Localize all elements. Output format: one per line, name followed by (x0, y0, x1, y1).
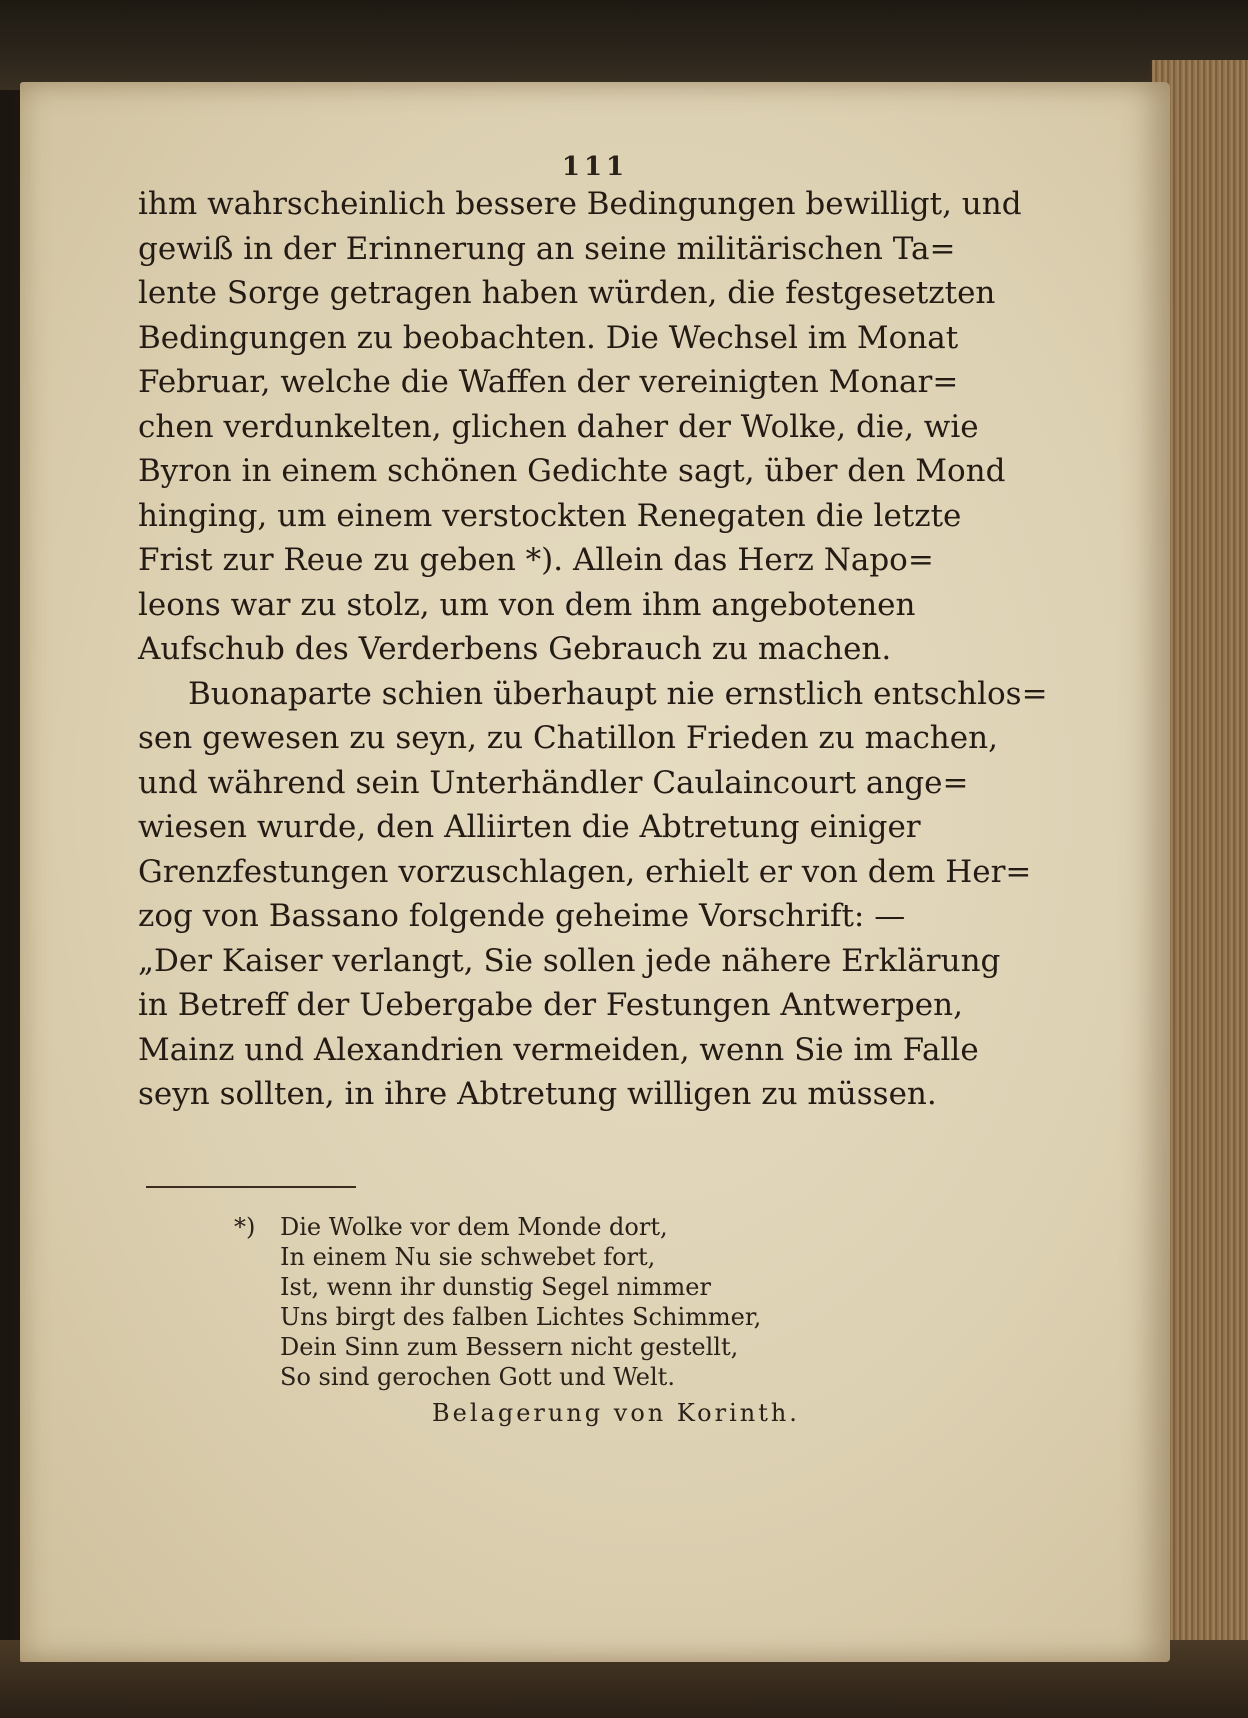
book-page (20, 82, 1170, 1662)
page-number: 111 (561, 152, 629, 182)
text-line: Mainz und Alexandrien vermeiden, wenn Sie im Falle (138, 1031, 979, 1068)
text-line: chen verdunkelten, glichen daher der Wolke, die, wie (138, 408, 979, 445)
footnote-line: Dein Sinn zum Bessern nicht gestellt, (280, 1333, 739, 1361)
text-line: ihm wahrscheinlich bessere Bedingungen bewilligt, und (138, 186, 1022, 222)
text-line: Februar, welche die Waffen der vereinigten Monar= (138, 364, 959, 400)
text-line: Grenzfestungen vorzuschlagen, erhielt er von dem Her= (138, 853, 1032, 890)
text-line: Bedingungen zu beobachten. Die Wechsel im Monat (138, 319, 959, 356)
footnote-divider (146, 1186, 356, 1188)
footnote-line: Uns birgt des falben Lichtes Schimmer, (280, 1303, 762, 1331)
text-line: leons war zu stolz, um von dem ihm angebotenen (138, 586, 916, 623)
text-line: „Der Kaiser verlangt, Sie sollen jede nähere Erklärung (138, 942, 1001, 979)
text-line: hinging, um einem verstockten Renegaten die letzte (138, 497, 962, 534)
footnote-marker: *) (234, 1213, 256, 1241)
text-line: Aufschub des Verderbens Gebrauch zu machen. (138, 631, 892, 667)
text-line: wiesen wurde, den Alliirten die Abtretung einiger (138, 809, 921, 845)
text-line: Byron in einem schönen Gedichte sagt, über den Mond (138, 453, 1006, 489)
footnote-source: Belagerung von Korinth. (432, 1399, 800, 1427)
footnote (234, 1212, 761, 1392)
text-line: seyn sollten, in ihre Abtretung willigen zu müssen. (138, 1076, 937, 1112)
text-line: zog von Bassano folgende geheime Vorschrift: — (138, 898, 906, 934)
text-line: und während sein Unterhändler Caulaincourt ange= (138, 764, 969, 801)
text-line: lente Sorge getragen haben würden, die festgesetzten (138, 275, 996, 311)
text-line: Frist zur Reue zu geben *). Allein das Herz Napo= (138, 542, 934, 578)
footnote-line (234, 1212, 761, 1242)
text-line: in Betreff der Uebergabe der Festungen Antwerpen, (138, 987, 963, 1023)
footnote-text: Die Wolke vor dem Monde dort, (280, 1213, 668, 1241)
footnote-line: So sind gerochen Gott und Welt. (280, 1363, 675, 1391)
text-line: Buonaparte schien überhaupt nie ernstlich entschlos= (188, 675, 1048, 712)
main-text (138, 182, 1048, 1117)
footnote-line: In einem Nu sie schwebet fort, (280, 1243, 656, 1271)
text-line: gewiß in der Erinnerung an seine militärischen Ta= (138, 230, 956, 267)
footnote-line: Ist, wenn ihr dunstig Segel nimmer (280, 1273, 711, 1301)
text-line: sen gewesen zu seyn, zu Chatillon Frieden zu machen, (138, 720, 998, 756)
background-shadow (0, 0, 1248, 90)
